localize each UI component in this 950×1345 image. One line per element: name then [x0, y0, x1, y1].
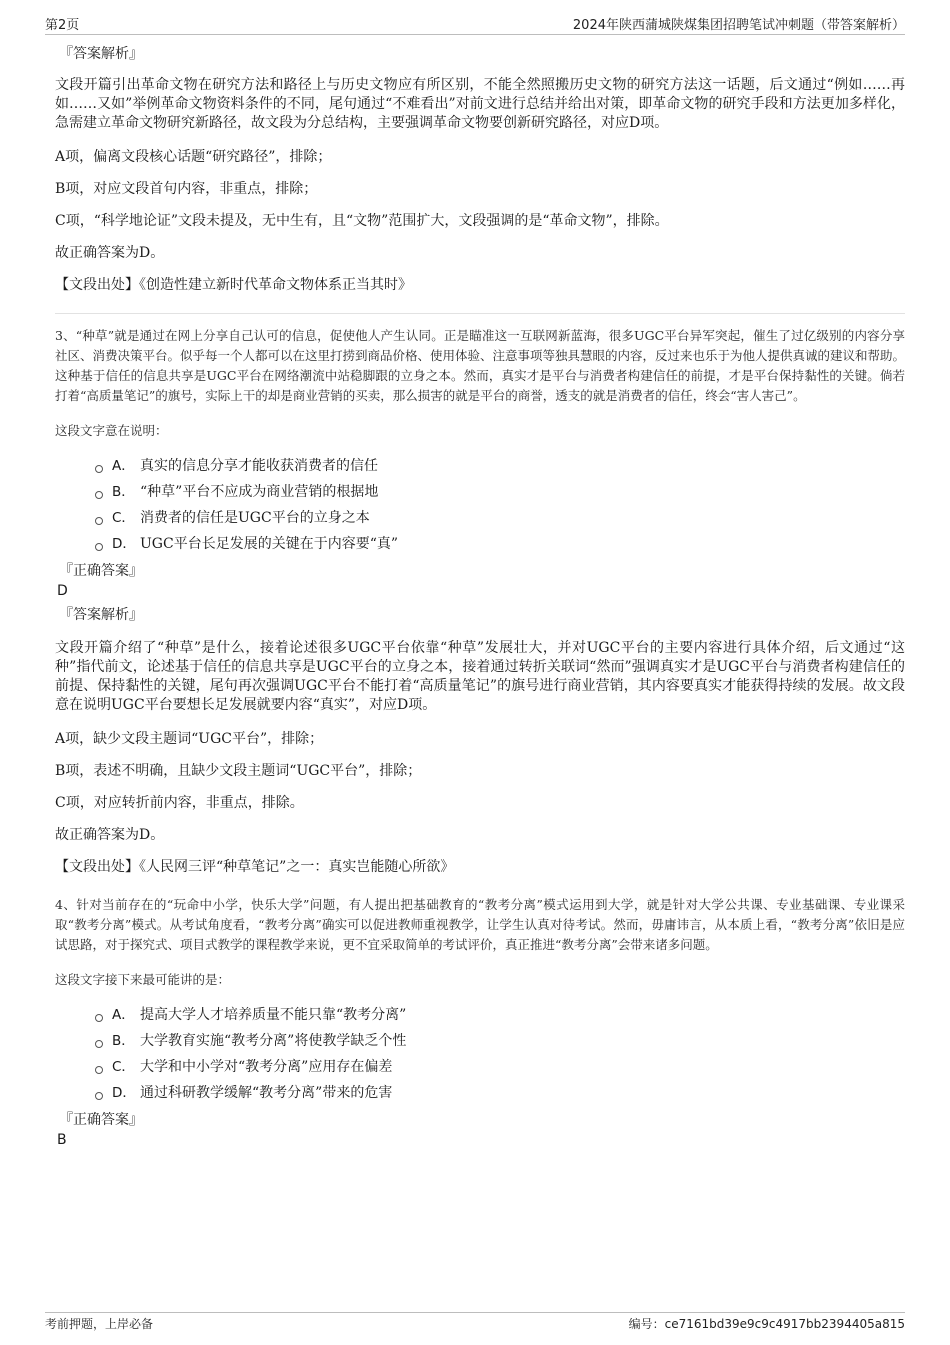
question-3-options	[95, 453, 905, 557]
question-3-conclusion: 故正确答案为D。	[55, 827, 165, 843]
footer-slogan: 考前押题，上岸必备	[45, 1317, 154, 1331]
question-4-option-b[interactable]: B． 大学教育实施“教考分离”将使教学缺乏个性	[95, 1028, 905, 1054]
analysis-option-a: A项，偏离文段核心话题“研究路径”，排除；	[55, 149, 332, 165]
analysis-main-text: 文段开篇引出革命文物在研究方法和路径上与历史文物应有所区别，不能全然照搬历史文物的研究方法这一话题，后文通过“例如……再如……又如”举例革命文物资料条件的不同，尾句通过“不难看出”对前文进行总结并给出对策，即革命文物的研究手段和方法更加多样化，急需建立革命文物研究新路径，故文段为分总结构，主要强调革命文物要创新研究路径，对应D项。	[55, 77, 905, 131]
question-3-option-a[interactable]: A． 真实的信息分享才能收获消费者的信任	[95, 453, 905, 479]
question-3-option-b[interactable]: B． “种草”平台不应成为商业营销的根据地	[95, 479, 905, 505]
question-4-answer: B	[57, 1132, 67, 1148]
page-header	[45, 12, 905, 35]
question-3-option-c[interactable]: C． 消费者的信任是UGC平台的立身之本	[95, 505, 905, 531]
page-number: 第2页	[45, 18, 80, 33]
analysis-option-c: C项，“科学地论证”文段未提及，无中生有，且“文物”范围扩大，文段强调的是“革命文物”，排除。	[55, 213, 669, 229]
radio-icon[interactable]	[95, 1040, 103, 1048]
question-3-analysis-c: C项，对应转折前内容，非重点，排除。	[55, 795, 304, 811]
passage-source: 【文段出处】《创造性建立新时代革命文物体系正当其时》	[55, 277, 412, 293]
prev-analysis-section	[55, 44, 905, 295]
question-3-analysis-b: B项，表述不明确，且缺少文段主题词“UGC平台”，排除；	[55, 763, 422, 779]
radio-icon[interactable]	[95, 465, 103, 473]
question-divider	[55, 313, 905, 314]
question-4-option-d[interactable]: D． 通过科研教学缓解“教考分离”带来的危害	[95, 1080, 905, 1106]
question-3-prompt: 这段文字意在说明：	[55, 423, 168, 438]
radio-icon[interactable]	[95, 517, 103, 525]
question-4-options	[95, 1002, 905, 1106]
analysis-conclusion: 故正确答案为D。	[55, 245, 165, 261]
radio-icon[interactable]	[95, 491, 103, 499]
analysis-option-b: B项，对应文段首句内容，非重点，排除；	[55, 181, 318, 197]
document-body	[55, 44, 905, 1150]
analysis-label: 『答案解析』	[59, 46, 143, 62]
question-3-answer: D	[57, 583, 68, 599]
question-3-source: 【文段出处】《人民网三评“种草笔记”之一：真实岂能随心所欲》	[55, 859, 455, 875]
question-4-answer-label: 『正确答案』	[59, 1112, 143, 1128]
radio-icon[interactable]	[95, 543, 103, 551]
question-3	[55, 326, 905, 877]
question-3-analysis-a: A项，缺少文段主题词“UGC平台”，排除；	[55, 731, 324, 747]
question-4-prompt: 这段文字接下来最可能讲的是：	[55, 972, 231, 987]
page-footer	[45, 1312, 905, 1335]
question-4-option-a[interactable]: A． 提高大学人才培养质量不能只靠“教考分离”	[95, 1002, 905, 1028]
question-3-option-d[interactable]: D． UGC平台长足发展的关键在于内容要“真”	[95, 531, 905, 557]
question-4	[55, 895, 905, 1150]
question-4-option-c[interactable]: C． 大学和中小学对“教考分离”应用存在偏差	[95, 1054, 905, 1080]
document-title: 2024年陕西蒲城陕煤集团招聘笔试冲刺题（带答案解析）	[572, 18, 905, 33]
document-serial: 编号：ce7161bd39e9c9c4917bb2394405a815	[628, 1317, 905, 1331]
question-4-text: 4、针对当前存在的“玩命中小学，快乐大学”问题，有人提出把基础教育的“教考分离”模式运用到大学，就是针对大学公共课、专业基础课、专业课采取“教考分离”模式。从考试角度看，“教考分离”确实可以促进教师重视教学，让学生认真对待考试。然而，毋庸讳言，从本质上看，“教考分离”依旧是应试思路，对于探究式、项目式教学的课程教学来说，更不宜采取简单的考试评价，真正推进“教考分离”会带来诸多问题。	[55, 897, 905, 952]
question-3-analysis-main: 文段开篇介绍了“种草”是什么，接着论述很多UGC平台依靠“种草”发展壮大，并对UGC平台的主要内容进行具体介绍，后文通过“这种”指代前文，论述基于信任的信息共享是UGC平台的立身之本，接着通过转折关联词“然而”强调真实才是UGC平台与消费者构建信任的前提、保持黏性的关键，尾句再次强调UGC平台不能打着“高质量笔记”的旗号进行商业营销，其内容要真实才能获得持续的发展。故文段意在说明UGC平台要想长足发展就要内容“真实”，对应D项。	[55, 640, 905, 713]
question-3-analysis-label: 『答案解析』	[59, 607, 143, 623]
radio-icon[interactable]	[95, 1066, 103, 1074]
radio-icon[interactable]	[95, 1014, 103, 1022]
radio-icon[interactable]	[95, 1092, 103, 1100]
question-3-text: 3、“种草”就是通过在网上分享自己认可的信息，促使他人产生认同。正是瞄准这一互联网新蓝海，很多UGC平台异军突起，催生了过亿级别的内容分享社区、消费决策平台。似乎每一个人都可以在这里打捞到商品价格、使用体验、注意事项等独具慧眼的内容，反过来也乐于为他人提供真诚的建议和帮助。这种基于信任的信息共享是UGC平台在网络潮流中站稳脚跟的立身之本。然而，真实才是平台与消费者构建信任的前提，才是平台保持黏性的关键。倘若打着“高质量笔记”的旗号，实际上干的却是商业营销的买卖，那么损害的就是平台的商誉，透支的就是消费者的信任，终会“害人害己”。	[55, 328, 906, 403]
question-3-answer-label: 『正确答案』	[59, 563, 143, 579]
